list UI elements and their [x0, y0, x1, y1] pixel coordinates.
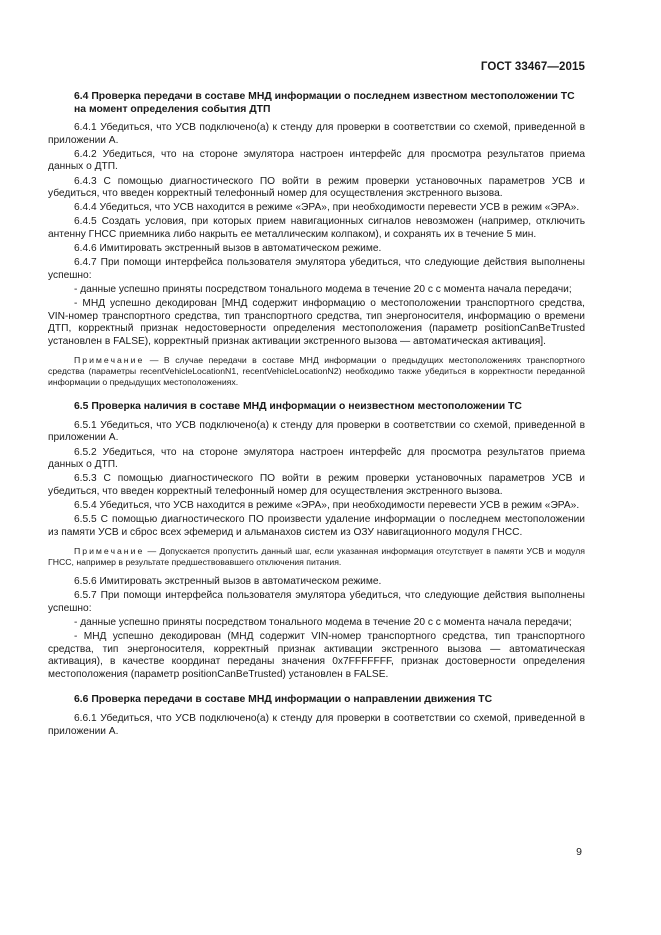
- list-item-6-4-7-a: - данные успешно приняты посредством тонального модема в течение 20 с с момента начала передачи;: [74, 283, 572, 295]
- note-label: Примечание: [74, 355, 145, 366]
- paragraph-6-5-7: 6.5.7 При помощи интерфейса пользователя эмулятора убедиться, что следующие действия выполнены успешно:: [48, 590, 585, 614]
- note-text: — В случае передачи в составе МНД информации о предыдущих местоположениях транспортного средства (параметры recentVehicleLocationN1, recentVehicleLocationN2) необходимо также убедиться в корректности переданной информации о предыдущих местоположениях.: [48, 355, 585, 388]
- section-6-6-title: 6.6 Проверка передачи в составе МНД информации о направлении движения ТС: [74, 694, 493, 706]
- paragraph-6-4-1: 6.4.1 Убедиться, что УСВ подключено(а) к стенду для проверки в соответствии со схемой, приведенной в приложении А.: [48, 122, 585, 146]
- list-item-6-5-7-a: - данные успешно приняты посредством тонального модема в течение 20 с с момента начала передачи;: [74, 617, 572, 628]
- paragraph-6-4-3: 6.4.3 С помощью диагностического ПО войти в режим проверки установочных параметров УСВ и убедиться, что введен корректный телефонный номер для осуществления экстренного вызова.: [48, 175, 585, 200]
- paragraph-6-5-5: 6.5.5 С помощью диагностического ПО произвести удаление информации о последнем местоположении из памяти УСВ и сброс всех эфемерид и альманахов систем из ОЗУ навигационного модуля ГНСС.: [48, 514, 585, 538]
- section-6-4-title: 6.4 Проверка передачи в составе МНД информации о последнем известном местоположении ТС на момент определения события ДТП: [74, 91, 575, 115]
- paragraph-6-4-7: 6.4.7 При помощи интерфейса пользователя эмулятора убедиться, что следующие действия выполнены успешно:: [48, 257, 585, 281]
- list-item-6-4-7-b: - МНД успешно декодирован [МНД содержит информацию о местоположении транспортного средства, VIN-номер транспортного средства, тип транспортного средства, тип энергоносителя, информацию о времени ДТП, корректный признак недостоверности определения местоположения (параметр positionCanBeTrusted установлен в FALSE), корректный признак активации экстренного вызова — автоматическая активация].: [48, 297, 585, 347]
- note-text: — Допускается пропустить данный шаг, если указанная информация отсутствует в памяти УСВ и модуля ГНСС, например в результате предшествовавшего отключения питания.: [48, 546, 585, 568]
- paragraph-6-4-2: 6.4.2 Убедиться, что на стороне эмулятора настроен интерфейс для просмотра результатов приема данных о ДТП.: [48, 148, 585, 173]
- paragraph-6-4-4: 6.4.4 Убедиться, что УСВ находится в режиме «ЭРА», при необходимости перевести УСВ в режим «ЭРА».: [74, 202, 580, 214]
- document-body: [48, 91, 585, 740]
- note-6-5: [48, 546, 585, 568]
- note-6-4: [48, 355, 585, 388]
- paragraph-6-5-3: 6.5.3 С помощью диагностического ПО войти в режим проверки установочных параметров УСВ и убедиться, что введен корректный телефонный номер для осуществления экстренного вызова.: [48, 473, 585, 497]
- list-item-6-5-7-b: - МНД успешно декодирован (МНД содержит VIN-номер транспортного средства, тип транспортного средства, тип энергоносителя, корректный признак активации экстренного вызова — автоматическая активация), в качестве координат переданы значения 0x7FFFFFFF, признак достоверности определения местоположения (параметр positionCanBeTrusted) установлен в FALSE.: [48, 631, 585, 680]
- document-code: ГОСТ 33467—2015: [480, 61, 585, 73]
- note-label: Примечание: [74, 546, 145, 557]
- paragraph-6-5-2: 6.5.2 Убедиться, что на стороне эмулятора настроен интерфейс для просмотра результатов приема данных о ДТП.: [48, 446, 585, 471]
- paragraph-6-6-1: 6.6.1 Убедиться, что УСВ подключено(а) к стенду для проверки в соответствии со схемой, приведенной в приложении А.: [48, 713, 585, 737]
- paragraph-6-5-6: 6.5.6 Имитировать экстренный вызов в автоматическом режиме.: [74, 576, 382, 588]
- paragraph-6-5-4: 6.5.4 Убедиться, что УСВ находится в режиме «ЭРА», при необходимости перевести УСВ в режим «ЭРА».: [74, 499, 580, 511]
- page-number: 9: [576, 846, 582, 858]
- section-6-5-title: 6.5 Проверка наличия в составе МНД информации о неизвестном местоположении ТС: [74, 401, 522, 413]
- paragraph-6-4-5: 6.4.5 Создать условия, при которых прием навигационных сигналов невозможен (например, отключить антенну ГНСС приемника либо накрыть ее металлическим колпаком), и сохранять их в течение 5 мин.: [48, 216, 585, 240]
- paragraph-6-5-1: 6.5.1 Убедиться, что УСВ подключено(а) к стенду для проверки в соответствии со схемой, приведенной в приложении А.: [48, 419, 585, 444]
- paragraph-6-4-6: 6.4.6 Имитировать экстренный вызов в автоматическом режиме.: [74, 243, 382, 255]
